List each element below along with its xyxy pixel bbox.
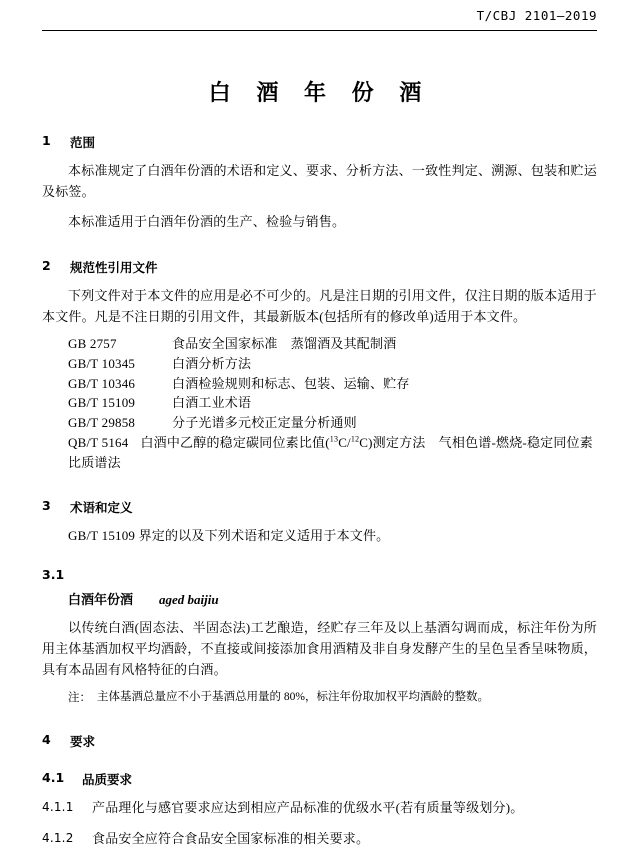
list-item [42, 798, 597, 819]
section-normative-references [42, 258, 597, 472]
section-number: 1 [42, 133, 51, 148]
reference-title: 白酒工业术语 [172, 395, 252, 411]
list-item [68, 354, 597, 374]
reference-title: 分子光谱多元校正定量分析通则 [172, 415, 357, 431]
subsection-title: 品质要求 [82, 772, 133, 788]
section-title: 要求 [70, 734, 96, 750]
list-item [68, 334, 597, 354]
item-text: 食品安全应符合食品安全国家标准的相关要求。 [92, 831, 370, 847]
note-text: 主体基酒总量应不小于基酒总用量的 80%，标注年份取加权平均酒龄的整数。 [97, 690, 489, 703]
reference-code: GB/T 10346 [68, 375, 136, 391]
item-number: 4.1.2 [42, 831, 74, 846]
reference-list [42, 334, 597, 472]
reference-code: GB/T 10345 [68, 355, 136, 371]
section-number: 3 [42, 498, 51, 514]
list-item [68, 433, 597, 473]
header-divider [42, 30, 597, 31]
section-title: 规范性引用文件 [70, 260, 158, 276]
reference-title: 白酒分析方法 [172, 355, 252, 371]
section-heading [42, 498, 597, 516]
term-english: aged baijiu [159, 591, 219, 607]
paragraph: 下列文件对于本文件的应用是必不可少的。凡是注日期的引用文件，仅注日期的版本适用于本文件。凡是不注日期的引用文件，其最新版本(包括所有的修改单)适用于本文件。 [42, 288, 597, 325]
reference-title-mid: C/ [338, 434, 351, 450]
reference-code: GB/T 15109 [68, 395, 136, 411]
section-heading [42, 133, 597, 151]
item-number: 4.1.1 [42, 800, 74, 815]
list-item [42, 829, 597, 850]
reference-code: GB/T 29858 [68, 415, 136, 431]
reference-code: GB 2757 [68, 336, 117, 352]
isotope-13-superscript: 13 [329, 434, 339, 444]
list-item [68, 413, 597, 433]
subsection-heading [42, 770, 597, 788]
subsection-number: 4.1 [42, 770, 65, 786]
term-note [68, 689, 597, 707]
reference-title: 白酒检验规则和标志、包装、运输、贮存 [172, 375, 410, 391]
section-number: 2 [42, 258, 51, 274]
reference-title-end: C)测定方法 气相色谱-燃烧-稳定同位素比质谱法 [68, 434, 593, 470]
list-item [68, 393, 597, 413]
section-heading [42, 732, 597, 750]
page-header [42, 0, 597, 34]
term-number: 3.1 [42, 566, 65, 582]
standard-number: T/CBJ 2101—2019 [476, 8, 597, 23]
reference-title: 食品安全国家标准 蒸馏酒及其配制酒 [172, 336, 397, 352]
section-terms-definitions [42, 498, 597, 706]
section-heading [42, 258, 597, 276]
section-scope [42, 133, 597, 232]
page-title: 白 酒 年 份 酒 [208, 81, 431, 106]
item-text: 产品理化与感官要求应达到相应产品标准的优级水平(若有质量等级划分)。 [92, 800, 524, 816]
paragraph: 本标准规定了白酒年份酒的术语和定义、要求、分析方法、一致性判定、溯源、包装和贮运及标签。 [42, 163, 597, 200]
section-title: 术语和定义 [70, 500, 133, 516]
reference-title-part: 白酒中乙醇的稳定碳同位素比值( [140, 434, 330, 450]
reference-code: QB/T 5164 [68, 434, 129, 450]
note-label: 注： [68, 689, 91, 704]
section-title: 范围 [70, 135, 96, 150]
section-requirements [42, 732, 597, 850]
section-number: 4 [42, 732, 51, 748]
term-definition: 以传统白酒(固态法、半固态法)工艺酿造，经贮存三年及以上基酒勾调而成，标注年份为所用主体基酒加权平均酒龄，不直接或间接添加食用酒精及非自身发酵产生的呈色呈香呈味物质，具有本品固有风格特征的白酒。 [42, 619, 597, 677]
isotope-12-superscript: 12 [350, 434, 360, 444]
term-entry [68, 589, 597, 608]
paragraph: GB/T 15109 界定的以及下列术语和定义适用于本文件。 [68, 528, 390, 544]
term-chinese: 白酒年份酒 [68, 592, 134, 608]
list-item [68, 374, 597, 394]
paragraph: 本标准适用于白酒年份酒的生产、检验与销售。 [68, 214, 346, 230]
